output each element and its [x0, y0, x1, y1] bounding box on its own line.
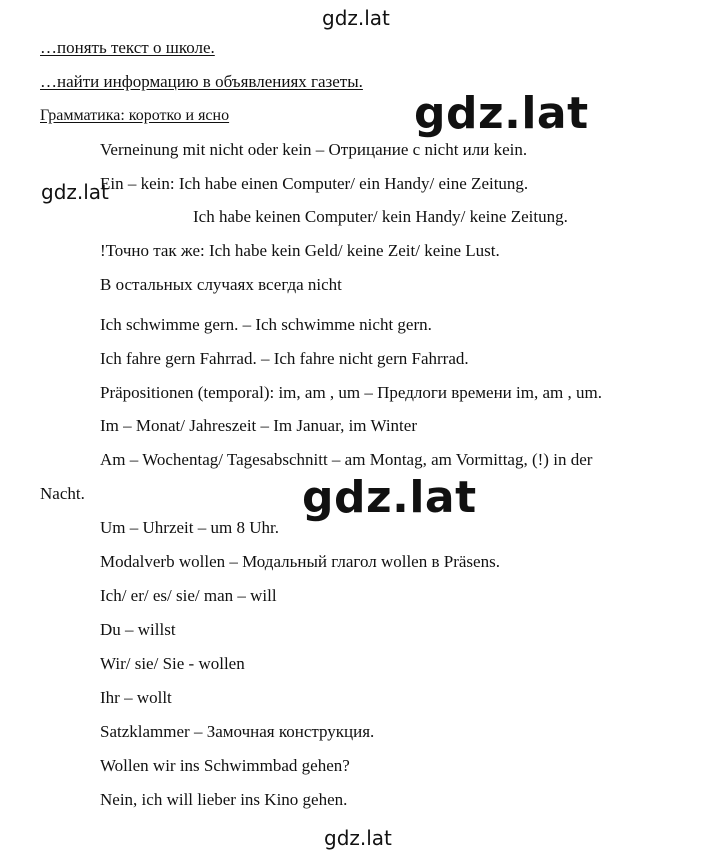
line-conj-ihr: Ihr – wollt: [100, 688, 172, 707]
line-conj-ich: Ich/ er/ es/ sie/ man – will: [100, 586, 277, 605]
line-am: Am – Wochentag/ Tagesabschnitt – am Montag, am Vormittag, (!) in der: [100, 450, 593, 469]
line-prepositions: Präpositionen (temporal): im, am , um – Предлоги времени im, am , um.: [100, 383, 602, 402]
line-nacht: Nacht.: [40, 484, 85, 503]
watermark-big-center: gdz.lat: [302, 472, 477, 523]
line-conj-du: Du – willst: [100, 620, 176, 639]
objective-find-info: …найти информацию в объявлениях газеты.: [40, 72, 363, 91]
line-schwimme: Ich schwimme gern. – Ich schwimme nicht gern.: [100, 315, 432, 334]
watermark-top: gdz.lat: [322, 6, 390, 30]
grammar-heading: Грамматика: коротко и ясно: [40, 107, 230, 124]
line-modalverb: Modalverb wollen – Модальный глагол wollen в Präsens.: [100, 552, 500, 571]
line-im: Im – Monat/ Jahreszeit – Im Januar, im Winter: [100, 416, 417, 435]
watermark-big-right: gdz.lat: [414, 88, 589, 139]
line-um: Um – Uhrzeit – um 8 Uhr.: [100, 518, 279, 537]
line-example-question: Wollen wir ins Schwimmbad gehen?: [100, 756, 350, 775]
line-same-way: !Точно так же: Ich habe kein Geld/ keine Zeit/ keine Lust.: [100, 241, 500, 260]
line-example-answer: Nein, ich will lieber ins Kino gehen.: [100, 790, 348, 809]
line-negation: Verneinung mit nicht oder kein – Отрицание с nicht или kein.: [100, 140, 528, 159]
line-fahrrad: Ich fahre gern Fahrrad. – Ich fahre nicht gern Fahrrad.: [100, 349, 469, 368]
watermark-bottom: gdz.lat: [324, 826, 392, 850]
line-ein-kein: Ein – kein: Ich habe einen Computer/ ein Handy/ eine Zeitung.: [100, 174, 529, 193]
line-satzklammer: Satzklammer – Замочная конструкция.: [100, 722, 375, 741]
objective-understand-text: …понять текст о школе.: [40, 38, 215, 57]
line-keinen-example: Ich habe keinen Computer/ kein Handy/ keine Zeitung.: [193, 207, 568, 226]
watermark-left-small: gdz.lat: [41, 180, 109, 204]
line-conj-wir: Wir/ sie/ Sie - wollen: [100, 654, 245, 673]
line-otherwise-nicht: В остальных случаях всегда nicht: [100, 275, 342, 294]
